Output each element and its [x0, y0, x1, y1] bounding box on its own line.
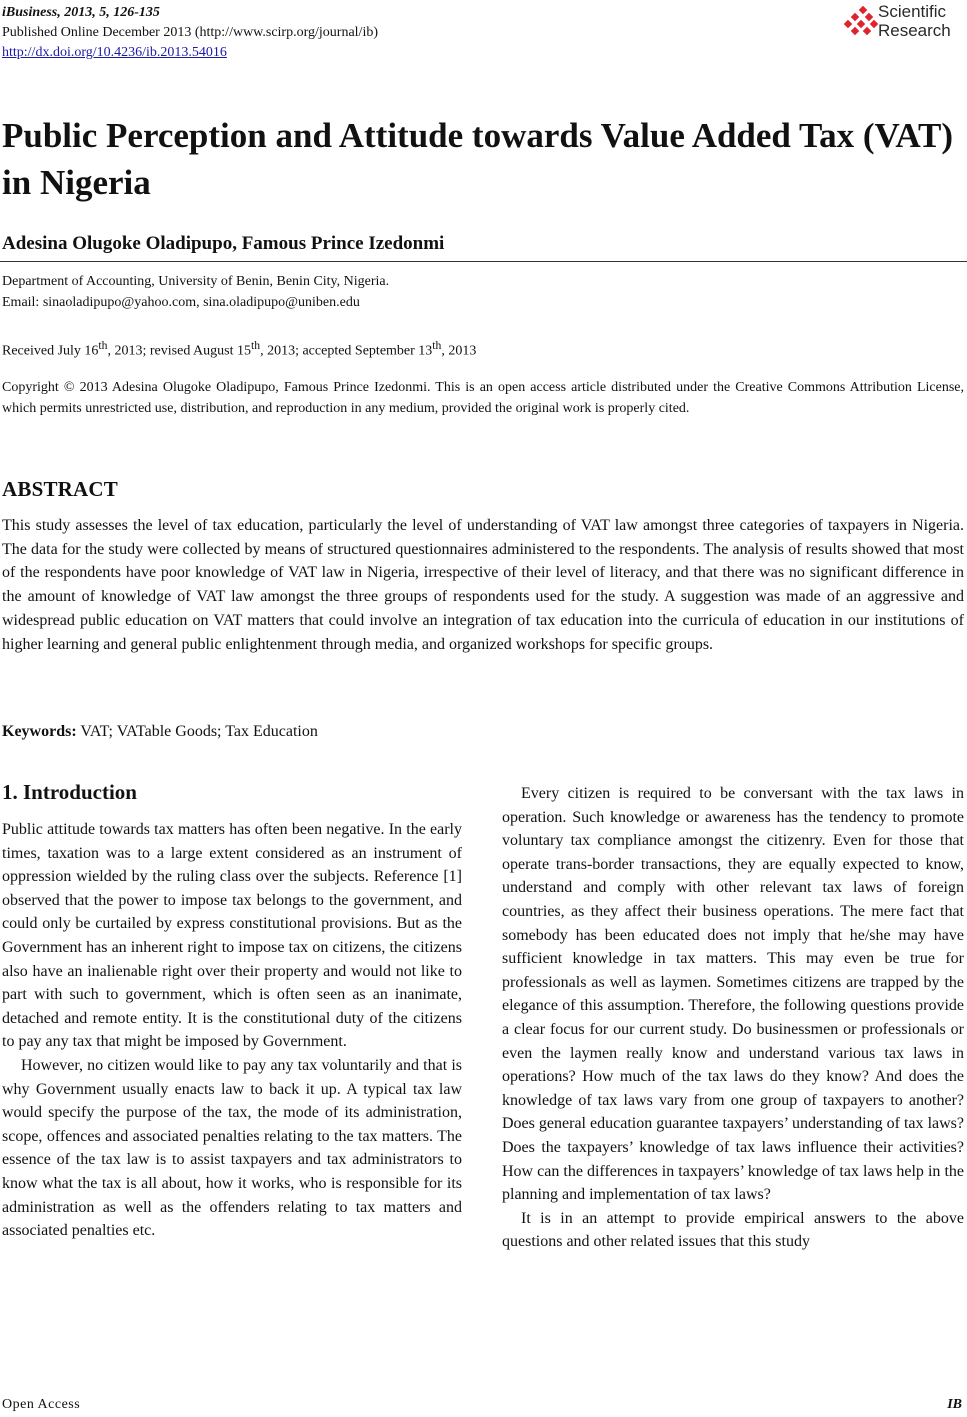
affiliation: Department of Accounting, University of Benin, Benin City, Nigeria.	[2, 274, 390, 289]
logo-line-1: Scientific	[878, 2, 947, 21]
abstract-text: This study assesses the level of tax education, particularly the level of understanding of VAT law amongst three categories of taxpayers in Nigeria. The data for the study were collected by means of structured questionnaires administered to the respondents. The analysis of results showed that most of the respondents have poor knowledge of VAT law in Nigeria, irrespective of their level of literacy, and that there was no significant difference in the amount of knowledge of VAT law amongst the three groups of respondents used for the study. A suggestion was made of an aggressive and widespread public education on VAT matters that could involve an integration of tax education into the curricula of education in our institutions of higher learning and general public enlightenment through media, and organized workshops for specific groups.	[2, 517, 964, 653]
received-sup: th	[98, 339, 108, 352]
received-text: Received July 16	[2, 343, 99, 359]
doi-link[interactable]: http://dx.doi.org/10.4236/ib.2013.54016	[2, 45, 227, 60]
publisher-logo	[844, 2, 966, 44]
revised-sup: th	[251, 339, 261, 352]
paragraph: Public attitude towards tax matters has often been negative. In the early times, taxation was to a large extent considered as an instrument of oppression wielded by the ruling class over the subjects. Reference [1] observed that the power to impose tax belongs to the government, and could only be curtailed by express constitutional provisions. But as the Government has an inherent right to impose tax on citizens, the citizens also have an inalienable right over their property and would not like to part with such to government, which is often seen as an inanimate, detached and remote entity. It is the constitutional duty of the citizens to pay any tax that might be imposed by Government.	[2, 821, 462, 1051]
accepted-sup: th	[432, 339, 442, 352]
right-column	[502, 782, 964, 1254]
section-heading-introduction: 1. Introduction	[2, 780, 137, 804]
paragraph: It is in an attempt to provide empirical answers to the above questions and other related issues that this study	[502, 1209, 964, 1251]
footer-journal-abbrev: IB	[947, 1397, 962, 1412]
accepted-year: , 2013	[441, 343, 477, 359]
footer-open-access: Open Access	[2, 1397, 81, 1412]
email-line: Email: sinaoladipupo@yahoo.com, sina.oladipupo@uniben.edu	[2, 295, 360, 310]
abstract-heading: ABSTRACT	[2, 477, 118, 501]
keywords	[2, 723, 318, 741]
journal-name: iBusiness	[2, 5, 58, 20]
received-dates	[2, 336, 476, 362]
authors: Adesina Olugoke Oladipupo, Famous Prince Izedonmi	[2, 233, 445, 254]
journal-header	[2, 3, 378, 63]
logo-line-2: Research	[878, 21, 951, 40]
journal-volume-pages: , 2013, 5, 126-135	[57, 5, 160, 20]
scientific-research-logo-icon	[844, 6, 880, 40]
journal-citation	[2, 3, 378, 23]
paper-title: Public Perception and Attitude towards Value Added Tax (VAT) in Nigeria	[2, 116, 953, 202]
paragraph: Every citizen is required to be conversant with the tax laws in operation. Such knowledge or awareness has the tendency to promote voluntary tax compliance amongst the citizenry. Even for those that operate trans-border transactions, they are equally expected to know, understand and comply with other relevant tax laws of foreign countries, as they affect their business operations. The mere fact that somebody has been educated does not imply that he/she may have sufficient knowledge in tax matters. This may even be true for professionals as well as laymen. Sometimes citizens are trapped by the elegance of this assumption. Therefore, the following questions provide a clear focus for our current study. Do businessmen or professionals or even the laymen really know and understand various tax laws in operations? How much of the tax laws do they know? And does the knowledge of tax laws vary from one group of taxpayers to another? Does general education guarantee taxpayers’ understanding of tax laws? Does the taxpayers’ knowledge of tax laws influence their activities? How can the differences in taxpayers’ knowledge of tax laws help in the planning and implementation of tax laws?	[502, 785, 964, 1204]
copyright-notice: Copyright © 2013 Adesina Olugoke Oladipupo, Famous Prince Izedonmi. This is an open access article distributed under the Creative Commons Attribution License, which permits unrestricted use, distribution, and reproduction in any medium, provided the original work is properly cited.	[2, 380, 964, 416]
published-line: Published Online December 2013 (http://www.scirp.org/journal/ib)	[2, 25, 378, 40]
keywords-label: Keywords:	[2, 723, 77, 740]
accepted-text: , 2013; accepted September 13	[260, 343, 433, 359]
keywords-value: VAT; VATable Goods; Tax Education	[76, 723, 318, 740]
revised-text: , 2013; revised August 15	[107, 343, 251, 359]
paragraph: However, no citizen would like to pay any tax voluntarily and that is why Government usually enacts law to back it up. A typical tax law would specify the purpose of the tax, the mode of its administration, scope, offences and associated penalties relating to the tax matters. The essence of the tax law is to assist taxpayers and tax administrators to know what the tax is all about, how it works, who is responsible for its administration as well as the offenders relating to tax matters and associated penalties etc.	[2, 1056, 462, 1240]
title-divider	[0, 261, 967, 262]
left-column	[2, 818, 462, 1243]
